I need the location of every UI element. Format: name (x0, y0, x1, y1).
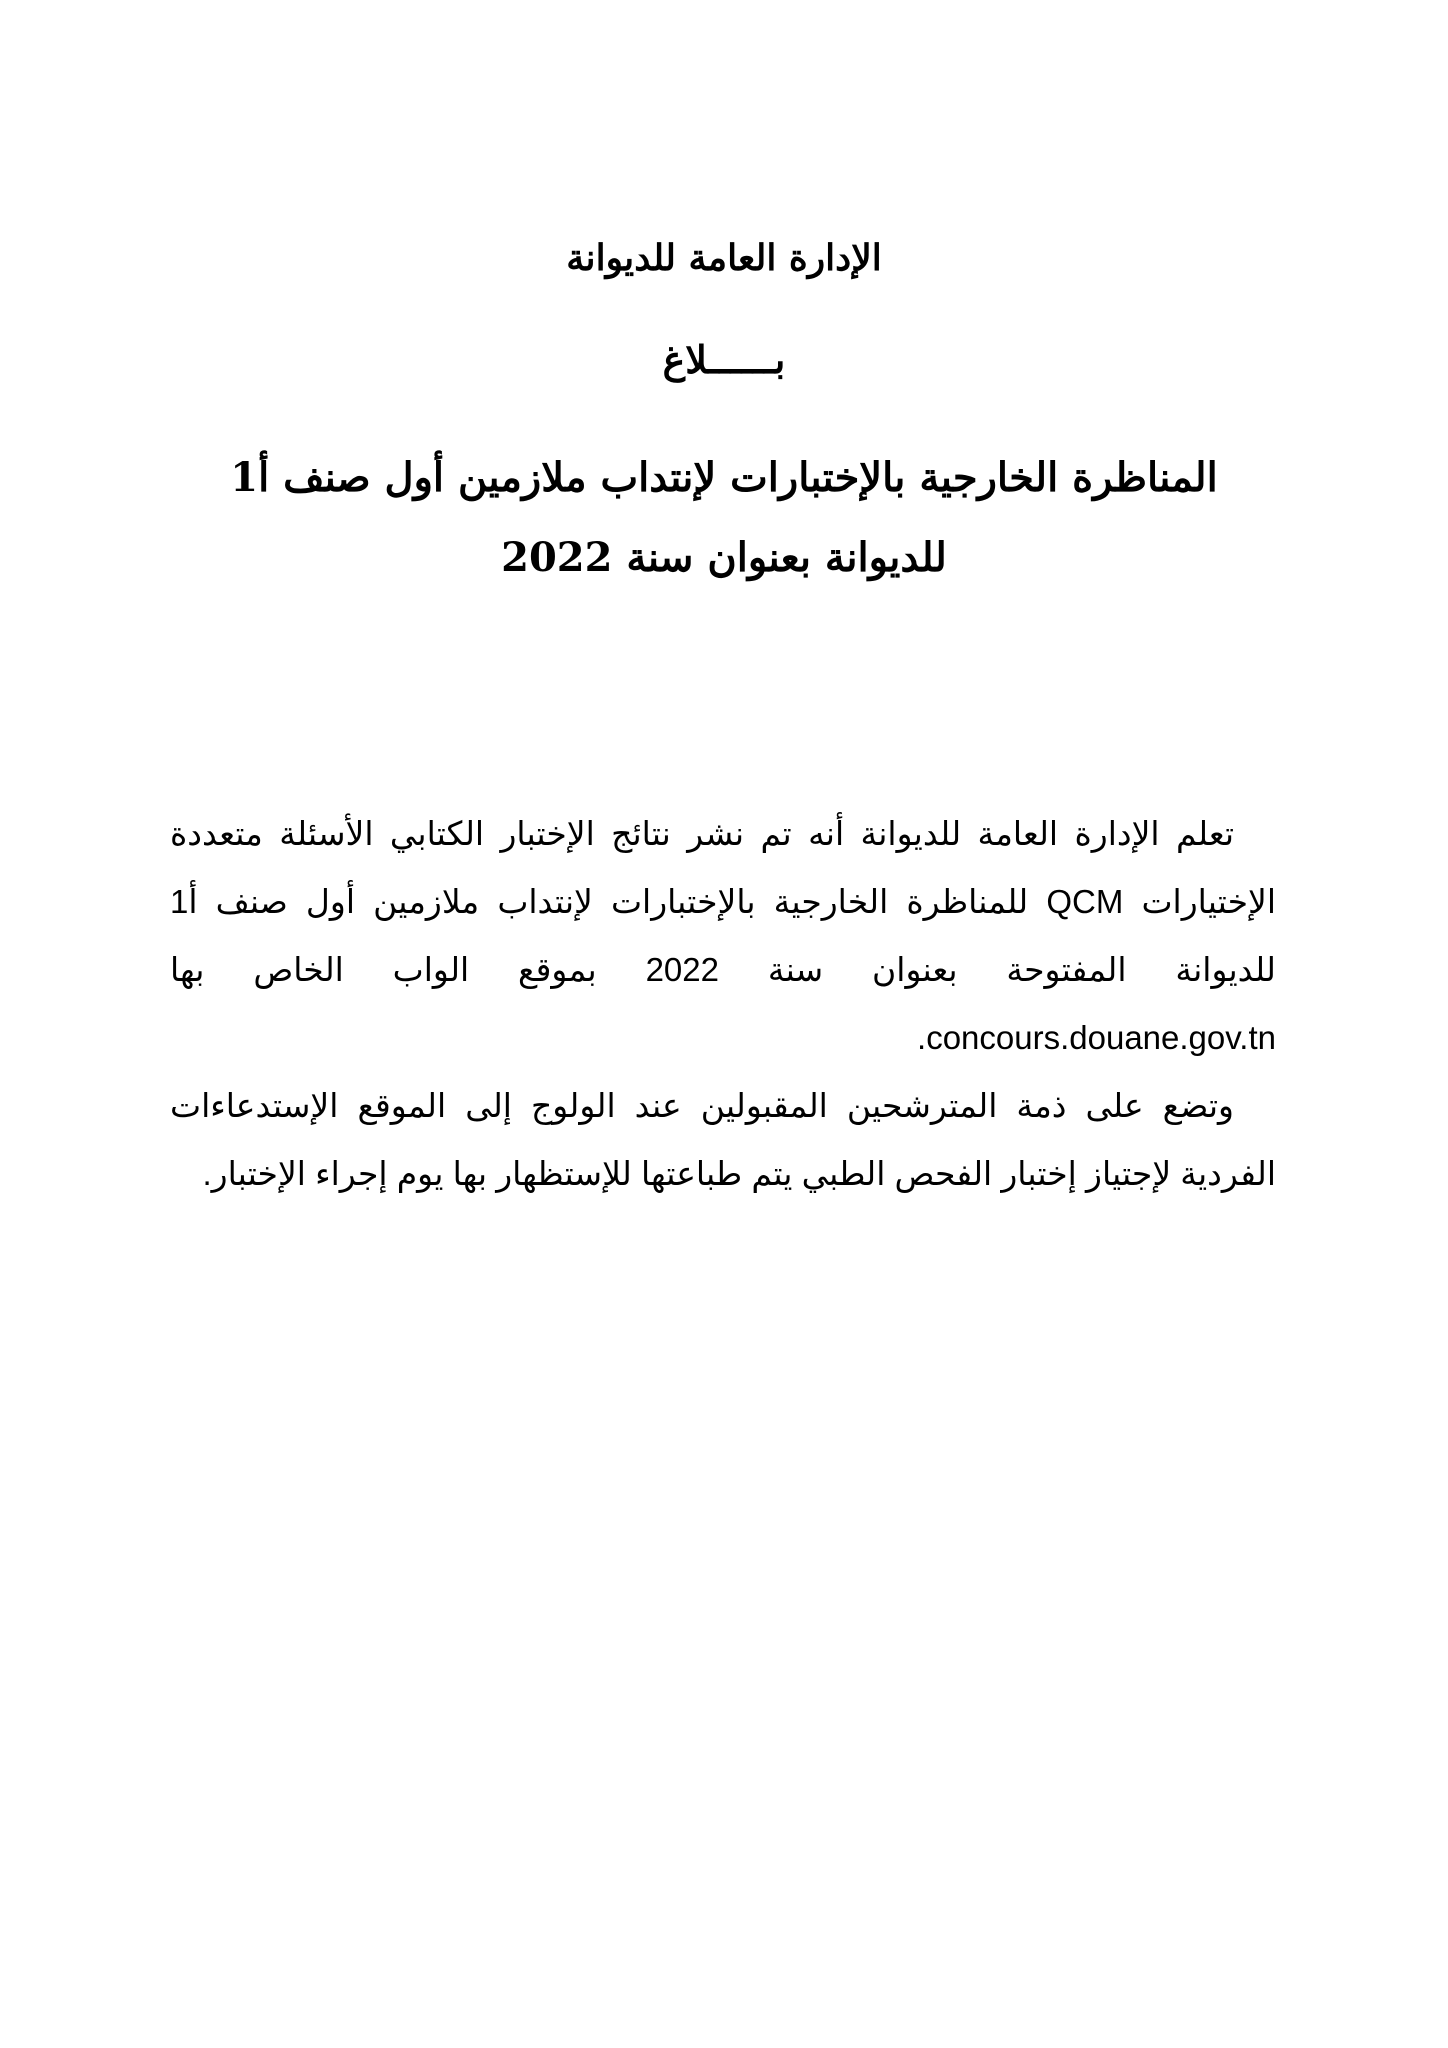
paragraph-results-end: . (917, 1019, 927, 1056)
paragraph-results-text: تعلم الإدارة العامة للديوانة أنه تم نشر نتائج الإختبار الكتابي الأسئلة متعددة الإختيارات QCM للمناظرة الخارجية بالإختبارات لإنتداب ملازمين أول صنف أ1 للديوانة المفتوحة بعنوان سنة 2022 بموقع الواب الخاص بها (170, 815, 1277, 988)
paragraph-convocations (170, 1072, 1276, 1208)
subject-line-1: المناظرة الخارجية بالإختبارات لإنتداب ملازمين أول صنف أ1 (230, 454, 1218, 501)
notice-title: بــــــلاغ (662, 337, 786, 382)
organization-title: الإدارة العامة للديوانة (566, 237, 882, 279)
website-url: concours.douane.gov.tn (926, 1019, 1276, 1056)
subject-line-2: للديوانة بعنوان سنة 2022 (501, 534, 947, 581)
notice-body (170, 800, 1276, 1208)
paragraph-results (170, 800, 1276, 1072)
paragraph-convocations-text: وتضع على ذمة المترشحين المقبولين عند الولوج إلى الموقع الإستدعاءات الفردية لإجتياز إختبار الفحص الطبي يتم طباعتها للإستظهار بها يوم إجراء الإختبار. (170, 1087, 1276, 1192)
